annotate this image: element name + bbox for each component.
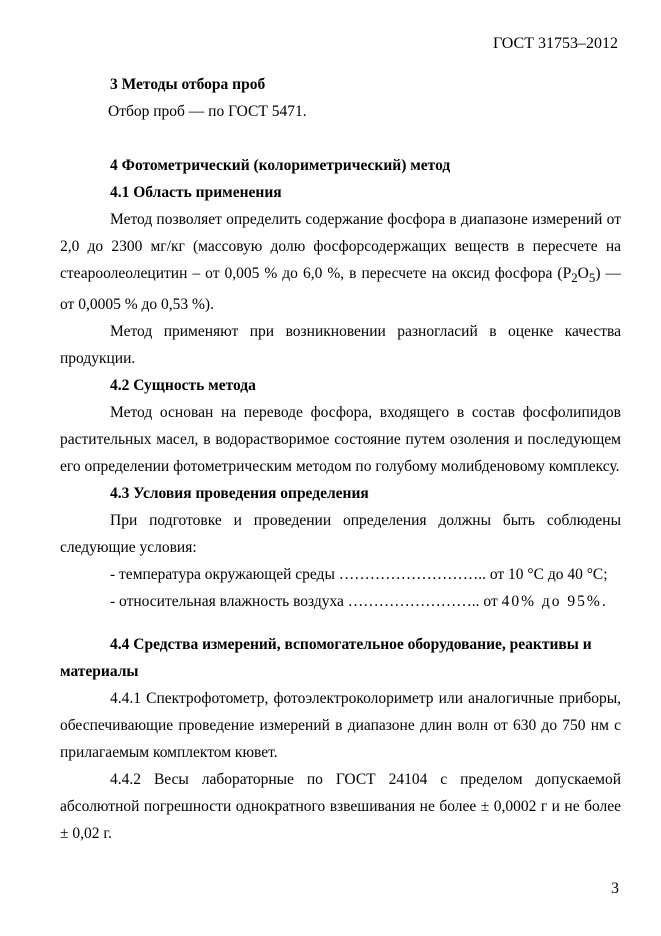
section-4-4-heading: 4.4 Средства измерений, вспомогательное оборудование, реактивы и материалы [60, 636, 592, 681]
subscript: 2 [571, 270, 578, 286]
section-4-1-heading: 4.1 Область применения [110, 184, 282, 201]
text-fragment: Метод позволяет определить содержание фосфора в диапазоне измерений от 2,0 до 2300 мг/кг (массовую долю фосфорсодержащих веществ в пересчете на стеароолеолецитин – от 0,005 % до 6,0 %, в пересчете на оксид фосфора (P [60, 211, 621, 282]
page-content [60, 71, 621, 847]
subscript: 5 [588, 270, 596, 286]
text-fragment: - относительная влажность воздуха …………………….. от [110, 593, 502, 611]
section-4-2-heading: 4.2 Сущность метода [110, 377, 256, 395]
humidity-range: 40% до 95%. [501, 593, 608, 611]
section-4-3-heading: 4.3 Условия проведения определения [110, 485, 369, 503]
text-fragment: ) — от 0,0005 % до 0,53 %). [60, 265, 621, 314]
section-4-1-paragraph-1 [60, 206, 621, 318]
section-4-3-paragraph: При подготовке и проведении определения должны быть соблюдены следующие условия: [60, 512, 621, 557]
section-4-2-paragraph: Метод основан на переводе фосфора, входящего в состав фосфолипидов растительных масел, в водорастворимое состояние путем озоления и последующем его определении фотометрическим методом по голубому молибденовому комплексу. [60, 404, 621, 476]
page-number: 3 [611, 880, 619, 897]
section-3-text: Отбор проб — по ГОСТ 5471. [108, 103, 307, 120]
condition-humidity [60, 588, 621, 615]
standard-number: ГОСТ 31753–2012 [492, 35, 618, 52]
condition-temperature: - температура окружающей среды ……………………….. от 10 °С до 40 °С; [110, 566, 608, 584]
section-3-heading: 3 Методы отбора проб [110, 76, 266, 93]
text-fragment: O [577, 265, 589, 282]
section-4-1-paragraph-2: Метод применяют при возникновении разногласий в оценке качества продукции. [60, 323, 621, 368]
section-4-heading: 4 Фотометрический (колориметрический) метод [110, 157, 451, 174]
item-4-4-2: 4.4.2 Весы лабораторные по ГОСТ 24104 с пределом допускаемой абсолютной погрешности однократного взвешивания не более ± 0,0002 г и не более ± 0,02 г. [60, 771, 621, 843]
item-4-4-1: 4.4.1 Спектрофотометр, фотоэлектроколориметр или аналогичные приборы, обеспечивающие проведение измерений в диапазоне длин волн от 630 до 750 нм с прилагаемым комплектом кювет. [60, 690, 621, 762]
